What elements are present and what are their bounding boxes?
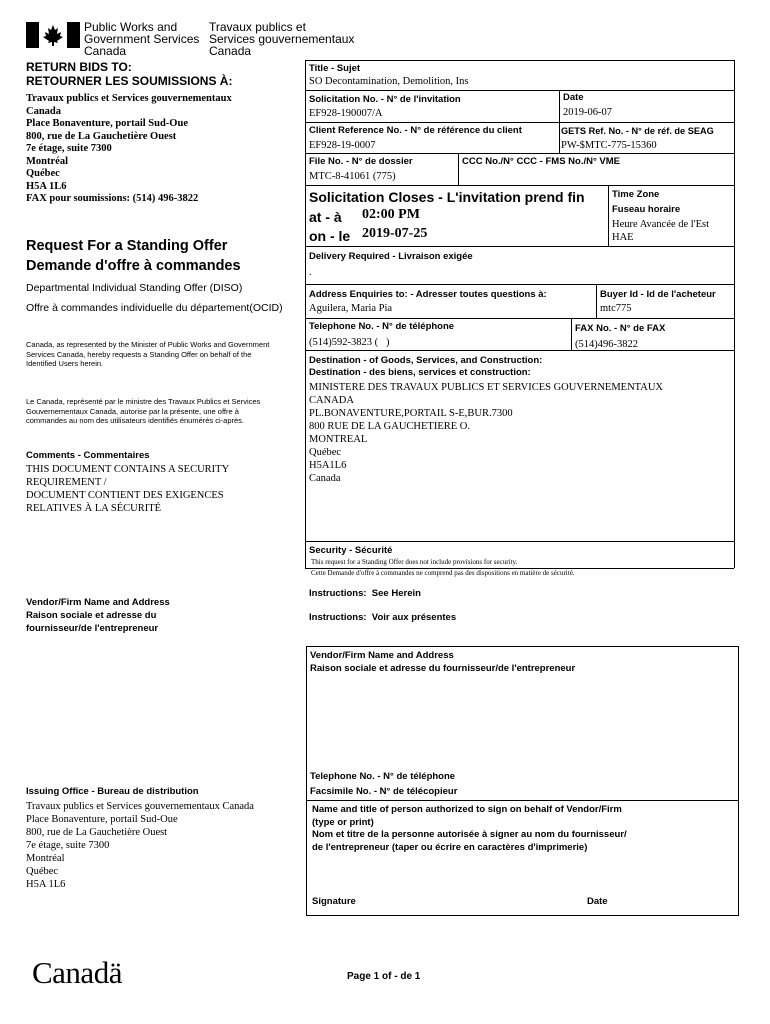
divider: [305, 90, 734, 91]
enquiries-value: Aguilera, Maria Pia: [309, 303, 393, 314]
delivery-required-value: .: [309, 267, 312, 278]
request-title-en: Request For a Standing Offer: [26, 238, 228, 254]
closes-on-label: on - le: [309, 228, 351, 244]
canada-flag-icon: [26, 22, 80, 48]
divider: [306, 800, 739, 801]
issuing-office-address: Travaux publics et Services gouvernementaux Canada Place Bonaventure, portail Sud-Oue 800, rue de La Gauchetière Ouest 7e étage, suite 7300 Montréal Québec H5A 1L6: [26, 801, 254, 890]
client-reference-label: Client Reference No. - N° de référence du client: [309, 125, 522, 136]
authorized-person-label: Name and title of person authorized to sign on behalf of Vendor/Firm (type or print) Nom et titre de la personne autorisée à signer au nom du fournisseur/ de l'entrepreneur (taper ou écrire en caractères d'imprimerie): [312, 804, 627, 853]
closes-at-label: at - à: [309, 209, 342, 225]
comments-label: Comments - Commentaires: [26, 450, 150, 461]
date-value: 2019-06-07: [563, 107, 612, 118]
date-label: Date: [563, 92, 584, 103]
divider: [305, 318, 734, 319]
signature-label: Signature: [312, 896, 356, 907]
vendor-facsimile-label: Facsimile No. - N° de télécopieur: [310, 786, 458, 797]
file-number-value: MTC-8-41061 (775): [309, 171, 396, 182]
file-number-label: File No. - N° de dossier: [309, 156, 413, 167]
vendor-name-address-field[interactable]: [310, 678, 735, 766]
solicitation-value: EF928-190007/A: [309, 108, 383, 119]
divider: [305, 122, 734, 123]
divider: [305, 185, 734, 186]
client-reference-value: EF928-19-0007: [309, 140, 376, 151]
destination-label-fr: Destination - des biens, services et construction:: [309, 367, 531, 378]
fax-value: (514)496-3822: [575, 339, 638, 350]
ccc-number-label: CCC No./N° CCC - FMS No./N° VME: [462, 156, 621, 167]
return-bids-address: Travaux publics et Services gouvernementaux Canada Place Bonaventure, portail Sud-Oue 800, rue de La Gauchetière Ouest 7e étage, suite 7300 Montréal Québec H5A 1L6 FAX pour soumissions: (514) 496-3822: [26, 93, 232, 204]
divider: [559, 90, 560, 153]
divider: [305, 350, 734, 351]
time-zone-value: Heure Avancée de l'Est: [612, 219, 710, 230]
signature-date-label: Date: [587, 896, 608, 907]
gets-reference-label: GETS Ref. No. - N° de réf. de SEAG: [561, 126, 714, 136]
divider: [305, 284, 734, 285]
return-bids-heading-fr: RETOURNER LES SOUMISSIONS À:: [26, 74, 233, 88]
form-left-border: [305, 60, 306, 568]
instructions-fr: Instructions: Voir aux présentes: [309, 612, 457, 623]
fax-label: FAX No. - N° de FAX: [575, 323, 666, 334]
solicitation-label: Solicitation No. - N° de l'invitation: [309, 94, 461, 105]
divider: [305, 153, 734, 154]
divider: [596, 284, 597, 318]
form-right-border: [734, 60, 735, 568]
page-number: Page 1 of - de 1: [347, 971, 421, 982]
divider: [608, 185, 609, 246]
enquiries-label: Address Enquiries to: - Adresser toutes questions à:: [309, 289, 547, 300]
return-bids-heading-en: RETURN BIDS TO:: [26, 60, 132, 74]
destination-address: MINISTERE DES TRAVAUX PUBLICS ET SERVICES GOUVERNEMENTAUX CANADA PL.BONAVENTURE,PORTAIL S-E,BUR.7300 800 RUE DE LA GAUCHETIERE O. MONTREAL Québec H5A1L6 Canada: [309, 382, 663, 484]
department-name-en: Public Works and Government Services Canada: [84, 20, 200, 58]
title-value: SO Decontamination, Demolition, Ins: [309, 76, 469, 87]
offer-type-fr: Offre à commandes individuelle du département(OCID): [26, 302, 283, 314]
divider: [305, 246, 734, 247]
buyer-id-value: mtc775: [600, 303, 632, 314]
request-description-fr: Le Canada, représenté par le ministre des Travaux Publics et Services Gouvernementaux Canada, autorise par la présente, une offre à commandes au nom des utilisateurs identifiés énumérés ci-après.: [26, 397, 261, 425]
title-label: Title - Sujet: [309, 63, 361, 74]
time-zone-label-fr: Fuseau horaire: [612, 204, 681, 215]
gets-reference-value: PW-$MTC-775-15360: [561, 140, 657, 151]
security-text-fr: Cette Demande d'offre à commandes ne comprend pas des dispositions en matière de sécurité.: [311, 569, 575, 577]
time-zone-label-en: Time Zone: [612, 189, 660, 200]
instructions-en: Instructions: See Herein: [309, 588, 421, 599]
vendor-firm-label-fr: Raison sociale et adresse du fournisseur/de l'entrepreneur: [310, 663, 576, 674]
delivery-required-label: Delivery Required - Livraison exigée: [309, 251, 473, 262]
divider: [571, 318, 572, 350]
divider: [305, 541, 734, 542]
divider: [458, 153, 459, 185]
time-zone-abbrev: HAE: [612, 232, 634, 243]
offer-type-en: Departmental Individual Standing Offer (DISO): [26, 282, 243, 294]
canada-wordmark: Canadä: [32, 955, 122, 990]
comments-text: THIS DOCUMENT CONTAINS A SECURITY REQUIREMENT / DOCUMENT CONTIENT DES EXIGENCES RELATIVES À LA SÉCURITÉ: [26, 464, 230, 514]
buyer-id-label: Buyer Id - Id de l'acheteur: [600, 289, 716, 300]
request-description-en: Canada, as represented by the Minister of Public Works and Government Services Canada, hereby requests a Standing Offer on behalf of the Identified Users herein.: [26, 340, 270, 368]
closes-label: Solicitation Closes - L'invitation prend fin: [309, 189, 585, 205]
closes-date-value: 2019-07-25: [362, 226, 428, 241]
telephone-label: Telephone No. - N° de téléphone: [309, 321, 455, 332]
telephone-value: (514)592-3823 ( ): [309, 337, 390, 348]
issuing-office-label: Issuing Office - Bureau de distribution: [26, 786, 199, 797]
request-title-fr: Demande d'offre à commandes: [26, 258, 241, 274]
form-top-border: [305, 60, 734, 61]
destination-label-en: Destination - of Goods, Services, and Construction:: [309, 355, 543, 366]
vendor-firm-label: Vendor/Firm Name and Address: [310, 650, 454, 661]
department-name-fr: Travaux publics et Services gouvernementaux Canada: [209, 20, 355, 58]
vendor-telephone-label: Telephone No. - N° de téléphone: [310, 771, 456, 782]
vendor-firm-label-left: Vendor/Firm Name and Address Raison sociale et adresse du fournisseur/de l'entrepreneur: [26, 597, 170, 634]
security-text-en: This request for a Standing Offer does not include provisions for security.: [311, 558, 518, 566]
closes-time-value: 02:00 PM: [362, 207, 420, 222]
security-label: Security - Sécurité: [309, 545, 393, 556]
